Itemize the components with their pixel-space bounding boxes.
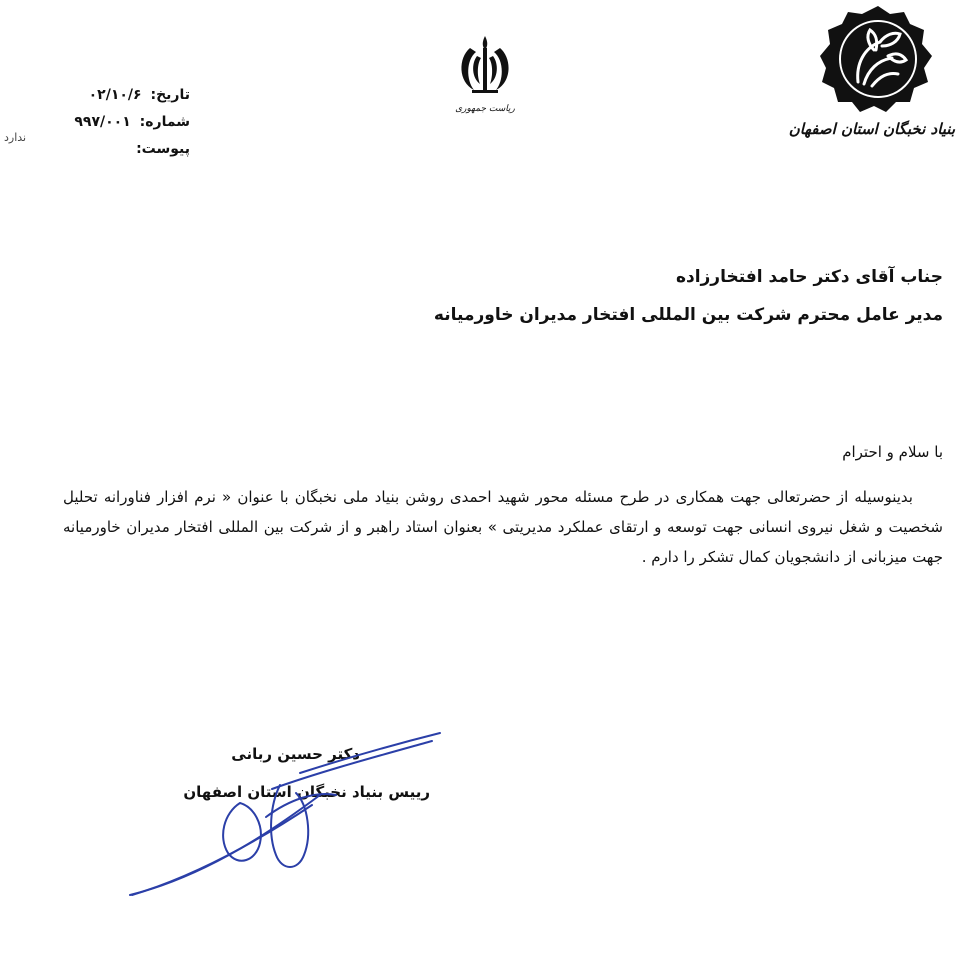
addressee-block (243, 258, 943, 334)
date-label: تاریخ: (150, 87, 190, 103)
elites-foundation-logo-icon (818, 4, 938, 114)
greeting: با سلام و احترام (842, 443, 943, 461)
date-row (60, 82, 190, 109)
body-paragraph-text: بدینوسیله از حضرتعالی جهت همکاری در طرح مسئله محور شهید احمدی روشن بنیاد ملی نخبگان با عنوان « نرم افزار فناورانه تحلیل شخصیت و شغل نیروی انسانی جهت توسعه و ارتقای عملکرد مدیریتی » بعنوان استاد راهبر و از شرکت بین المللی افتخار مدیران خاورمیانه جهت میزبانی از دانشجویان کمال تشکر را دارم . (63, 488, 943, 566)
emblem-caption: ریاست جمهوری (455, 104, 515, 114)
number-value: ۹۹۷/۰۰۱ (74, 114, 131, 130)
attachment-value: ندارد (4, 131, 27, 144)
letter-meta (60, 82, 190, 163)
signatory-name: دکتر حسین ربانی (231, 745, 360, 763)
attachment-row (60, 136, 190, 163)
number-row (60, 109, 190, 136)
iran-emblem-icon (450, 30, 520, 100)
addressee-title: مدیر عامل محترم شرکت بین المللی افتخار مدیران خاورمیانه (433, 305, 943, 325)
addressee-name: جناب آقای دکتر حامد افتخارزاده (675, 267, 943, 287)
number-label: شماره: (139, 114, 190, 130)
signatory-title: رییس بنیاد نخبگان استان اصفهان (183, 783, 430, 801)
logo-caption: بنیاد نخبگان استان اصفهان (788, 120, 955, 138)
handwritten-signature-icon (120, 725, 460, 915)
presidency-emblem (445, 30, 525, 125)
attachment-label: پیوست: (136, 141, 190, 157)
body-paragraph (63, 482, 943, 572)
date-value: ۰۲/۱۰/۶ (88, 87, 142, 103)
foundation-logo (788, 4, 955, 164)
